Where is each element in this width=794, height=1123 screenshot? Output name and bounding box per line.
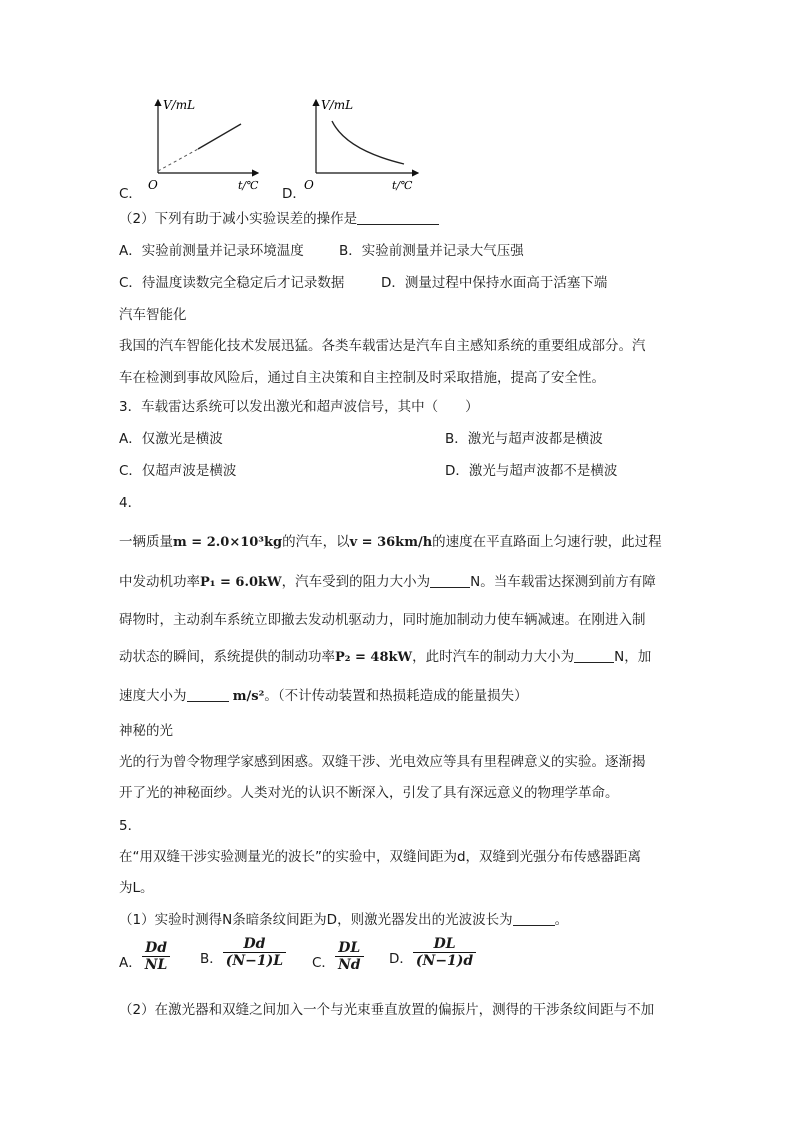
dashed-extension (158, 149, 198, 171)
q4-line-5: 速度大小为 m/s²。（不计传动装置和热损耗造成的能量损失） (119, 688, 528, 704)
line-graph (198, 124, 241, 149)
curve-graph (332, 121, 404, 164)
q2-option-d: D．测量过程中保持水面高于活塞下端 (381, 275, 608, 291)
q5-option-a: A． $\frac{Dd}{NL}$ (119, 940, 170, 973)
unit-formula: m/s² (232, 689, 265, 704)
fraction: $\frac{Dd}{(N-1)L}$ (223, 936, 286, 969)
option-d-label: D． (282, 186, 306, 202)
q3-option-a: A．仅激光是横波 (119, 431, 223, 447)
answer-blank (357, 211, 439, 226)
fraction: $\frac{DL}{(N-1)d}$ (413, 936, 476, 969)
q5-line-2: 为L。 (119, 880, 154, 896)
speed-formula: v = 36km/h (349, 535, 433, 550)
graph-c (138, 95, 268, 195)
q5-option-b: B． $\frac{Dd}{(N-1)L}$ (200, 936, 286, 969)
x-axis-label: t/℃ (238, 179, 259, 192)
mass-formula: m = 2.0×10³kg (173, 535, 283, 550)
fraction: $\frac{Dd}{NL}$ (142, 940, 171, 973)
q2-prompt: （2）下列有助于减小实验误差的操作是 (119, 207, 439, 227)
q3-stem: 3．车载雷达系统可以发出激光和超声波信号，其中（ ） (119, 399, 479, 415)
q3-option-b: B．激光与超声波都是横波 (445, 431, 603, 447)
q5-sub2: （2）在激光器和双缝之间加入一个与光束垂直放置的偏振片，测得的干涉条纹间距与不加 (119, 1002, 655, 1018)
q4-line-2: 中发动机功率P₁ = 6.0kW，汽车受到的阻力大小为 N。当车载雷达探测到前方有障 (119, 574, 656, 590)
q5-line-1: 在“用双缝干涉实验测量光的波长”的实验中，双缝间距为d，双缝到光强分布传感器距离 (119, 849, 642, 865)
section-title: 神秘的光 (119, 723, 173, 739)
origin-label: O (304, 178, 314, 192)
q5-number: 5． (119, 818, 142, 834)
paragraph-line: 开了光的神秘面纱。人类对光的认识不断深入，引发了具有深远意义的物理学革命。 (119, 785, 619, 801)
q2-option-b: B．实验前测量并记录大气压强 (339, 243, 524, 259)
q3-option-d: D．激光与超声波都不是横波 (445, 463, 618, 479)
answer-blank (430, 574, 470, 589)
q5-sub1: （1）实验时测得N条暗条纹间距为D，则激光器发出的光波波长为 。 (119, 912, 569, 928)
answer-blank (187, 688, 229, 703)
q2-option-c: C．待温度读数完全稳定后才记录数据 (119, 275, 345, 291)
answer-blank (513, 912, 555, 927)
x-axis-label: t/℃ (392, 179, 413, 192)
q5-option-c: C． $\frac{DL}{Nd}$ (312, 940, 364, 973)
q4-line-4: 动状态的瞬间，系统提供的制动功率P₂ = 48kW，此时汽车的制动力大小为 N，加 (119, 649, 652, 665)
q5-option-d: D． $\frac{DL}{(N-1)d}$ (389, 936, 476, 969)
y-axis-label: V/mL (163, 98, 196, 112)
power-formula: P₁ = 6.0kW (200, 575, 282, 590)
graph-d (296, 95, 426, 195)
q3-option-c: C．仅超声波是横波 (119, 463, 237, 479)
brake-power-formula: P₂ = 48kW (335, 650, 413, 665)
q4-line-1: 一辆质量m = 2.0×10³kg的汽车，以v = 36km/h的速度在平直路面上匀速行驶，此过程 (119, 534, 662, 550)
fraction: $\frac{DL}{Nd}$ (335, 940, 364, 973)
paragraph-line: 光的行为曾令物理学家感到困惑。双缝干涉、光电效应等具有里程碑意义的实验。逐渐揭 (119, 754, 646, 770)
section-title: 汽车智能化 (119, 307, 187, 323)
answer-blank (574, 649, 614, 664)
paragraph-line: 我国的汽车智能化技术发展迅猛。各类车载雷达是汽车自主感知系统的重要组成部分。汽 (119, 338, 646, 354)
q4-number: 4． (119, 495, 142, 511)
origin-label: O (148, 178, 158, 192)
paragraph-line: 车在检测到事故风险后，通过自主决策和自主控制及时采取措施，提高了安全性。 (119, 370, 605, 386)
option-c-label: C． (119, 186, 142, 202)
q2-option-a: A．实验前测量并记录环境温度 (119, 243, 304, 259)
y-axis-label: V/mL (321, 98, 354, 112)
q4-line-3: 碍物时，主动刹车系统立即撤去发动机驱动力，同时施加制动力使车辆减速。在刚进入制 (119, 612, 646, 628)
